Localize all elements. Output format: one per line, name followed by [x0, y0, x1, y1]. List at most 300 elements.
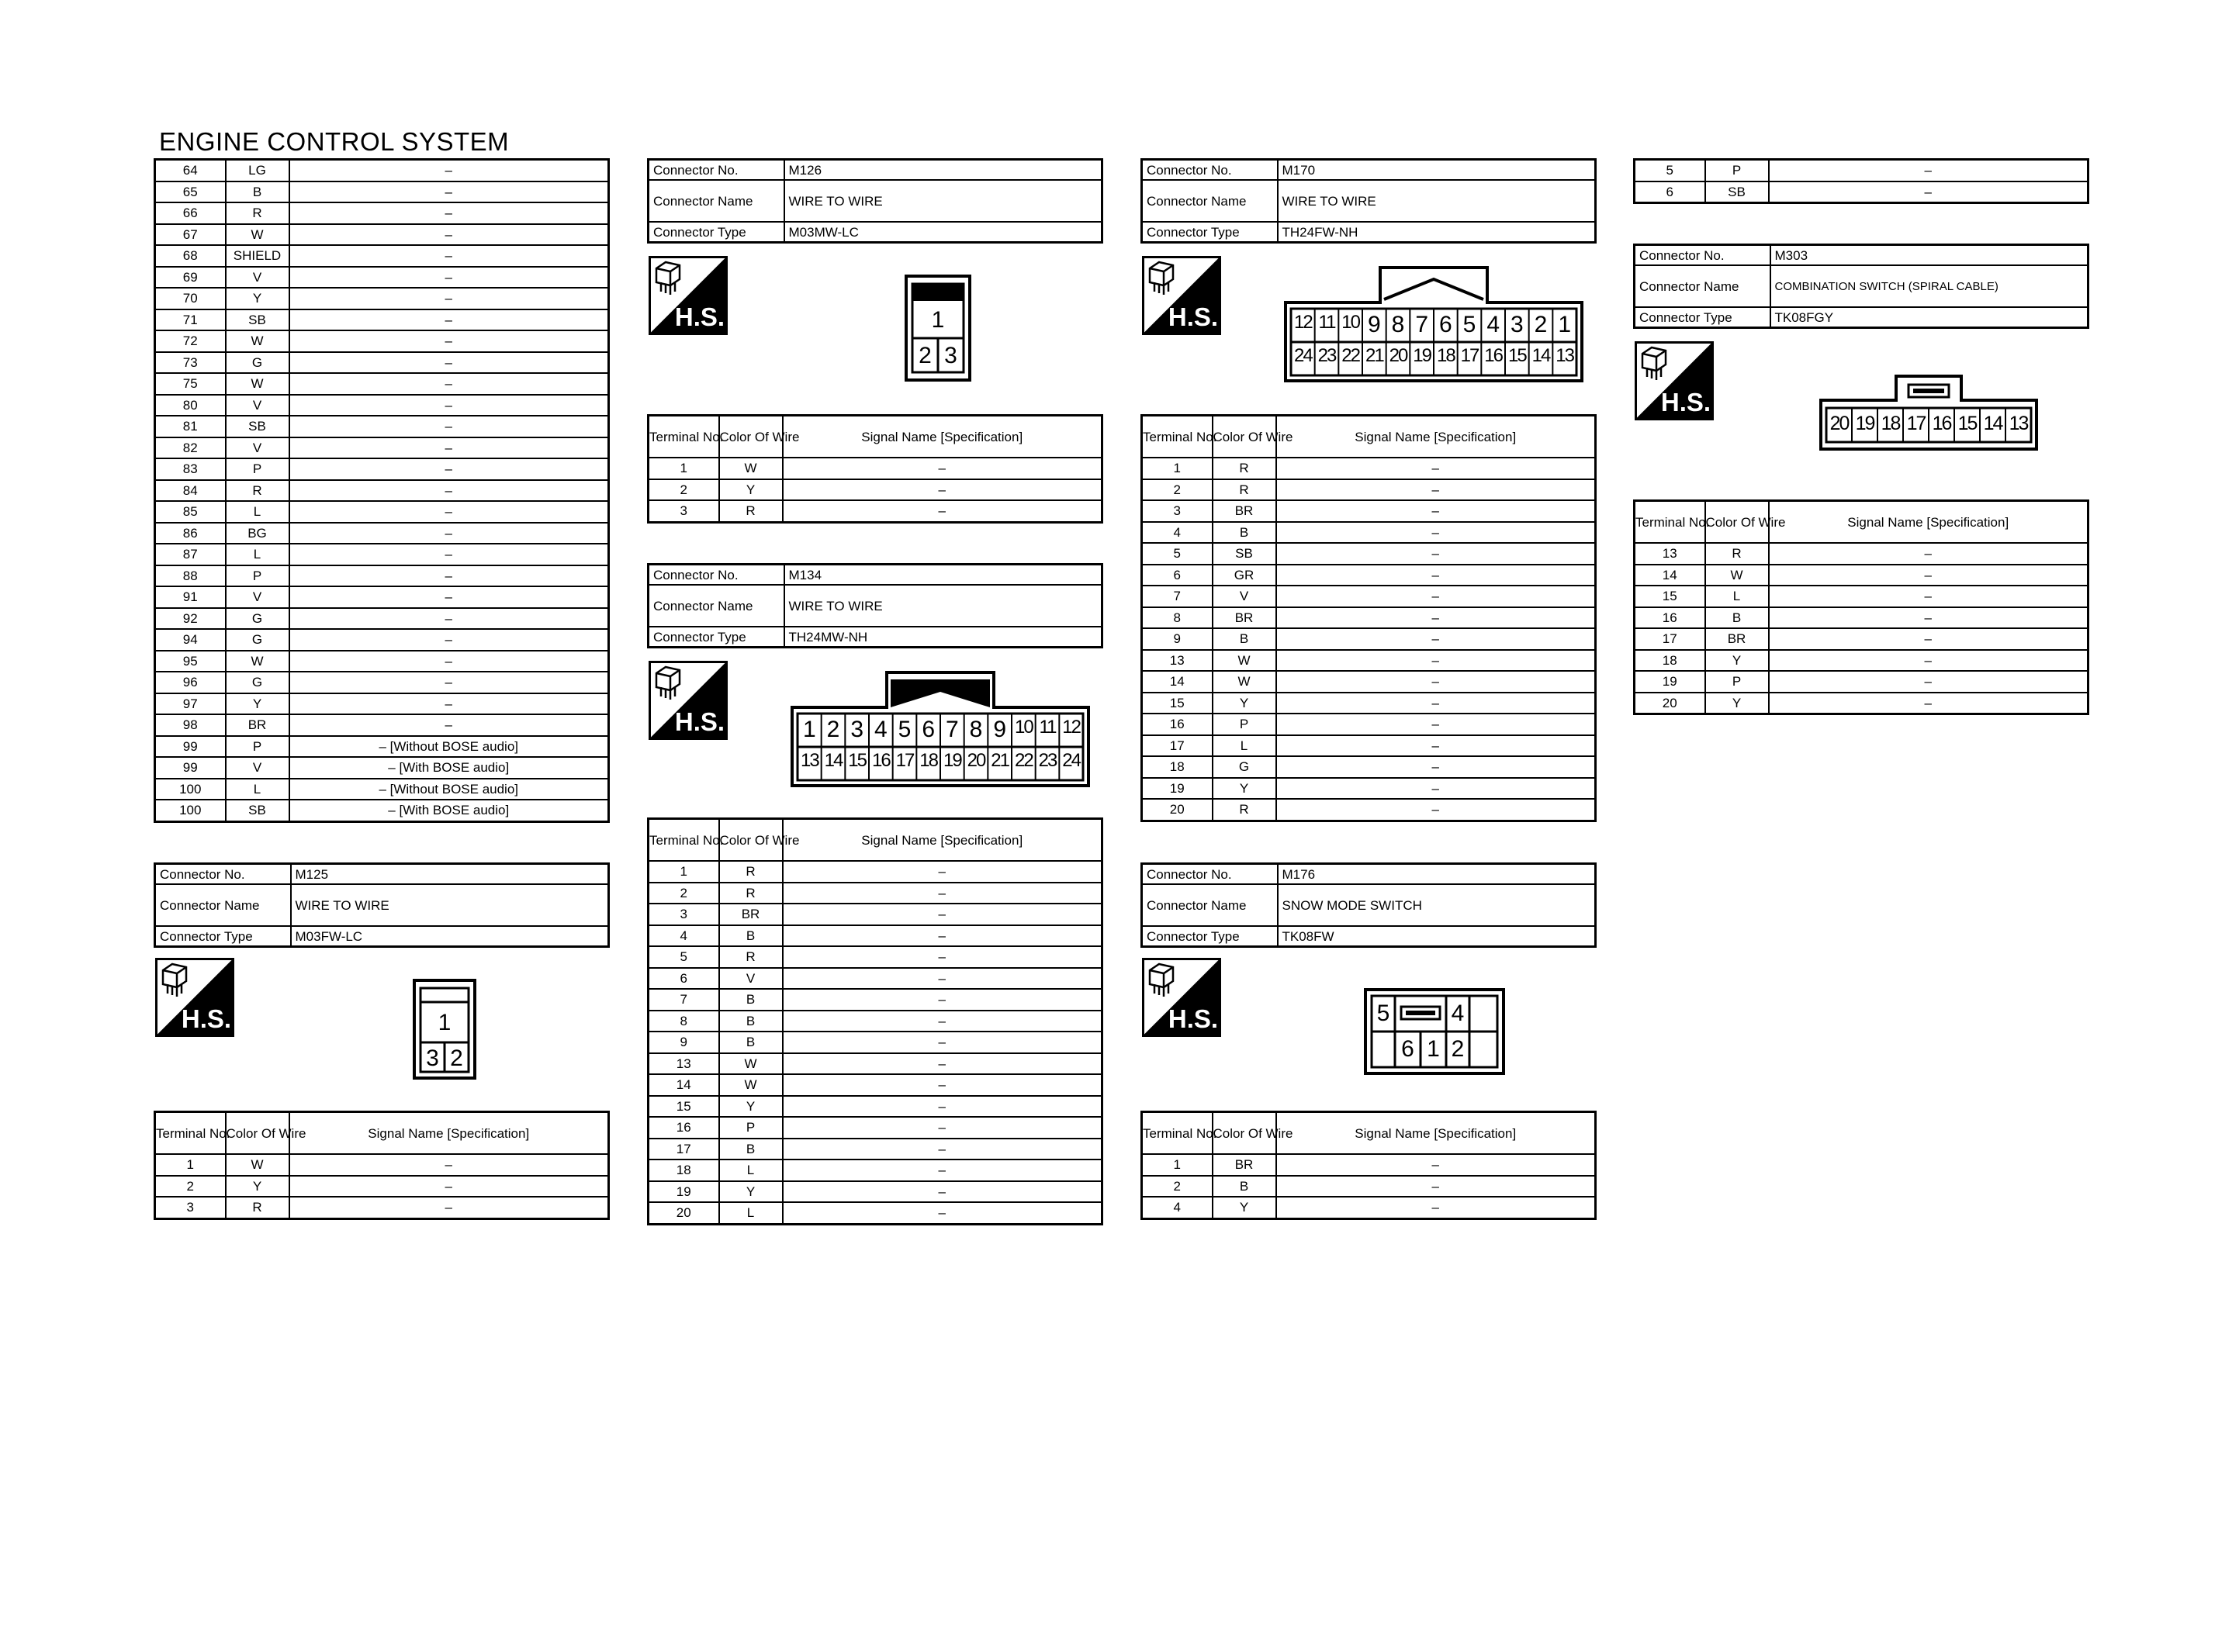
terminal-no-cell: 5 — [649, 946, 719, 968]
table-row — [155, 395, 609, 416]
table-row — [155, 480, 609, 502]
terminal-no-cell: 20 — [1635, 693, 1705, 714]
m176-connector-face — [1364, 988, 1505, 1075]
connector-no-label: Connector No. — [649, 160, 784, 181]
terminal-no-cell: 68 — [155, 245, 226, 267]
table-row — [649, 1074, 1102, 1096]
m126-terminal-table — [647, 414, 1103, 524]
hs-label: H.S. — [674, 302, 725, 331]
pin-label: 23 — [1038, 750, 1057, 771]
m126-connector-info — [647, 158, 1103, 244]
table-row — [1635, 565, 2088, 586]
terminal-no-cell: 64 — [155, 160, 226, 181]
table-row — [155, 608, 609, 630]
wire-color-cell: V — [226, 437, 289, 459]
terminal-no-cell: 81 — [155, 416, 226, 437]
wire-color-cell: SB — [1213, 543, 1276, 565]
wire-color-cell: W — [226, 330, 289, 352]
m170-terminal-table — [1140, 414, 1597, 822]
signal-name-cell: – — [289, 1154, 609, 1176]
table-row — [649, 479, 1102, 501]
signal-name-cell: – — [1769, 607, 2088, 629]
table-row — [155, 544, 609, 565]
terminal-no-cell: 99 — [155, 757, 226, 779]
signal-name-cell: – [Without BOSE audio] — [289, 736, 609, 758]
terminal-no-cell: 20 — [1142, 799, 1213, 821]
pin-label: 4 — [1486, 312, 1500, 337]
terminal-no-cell: 17 — [1635, 628, 1705, 650]
wire-color-cell: L — [1705, 586, 1769, 607]
table-row — [649, 1032, 1102, 1053]
pin-label: 17 — [895, 750, 914, 771]
pin-label: 13 — [2009, 413, 2028, 434]
pin-label: 18 — [919, 750, 937, 771]
wire-color-cell: Y — [1213, 778, 1276, 800]
signal-name-cell: – — [1276, 607, 1596, 629]
signal-name-cell: – — [1769, 543, 2088, 565]
terminal-no-cell: 2 — [1142, 479, 1213, 501]
signal-name-cell: – — [783, 1053, 1102, 1075]
table-row — [1635, 586, 2088, 607]
pin-label: 16 — [871, 750, 890, 771]
table-row — [155, 1197, 609, 1218]
signal-name-cell: – — [783, 500, 1102, 522]
m134-connector-face — [790, 670, 1091, 788]
pin-label: 13 — [800, 750, 818, 771]
pin-label: 5 — [1462, 312, 1476, 337]
terminal-no-cell: 7 — [649, 989, 719, 1011]
signal-name-cell: – — [289, 586, 609, 608]
wire-color-cell: W — [719, 1053, 783, 1075]
terminal-no-cell: 100 — [155, 800, 226, 821]
pin-label: 15 — [1957, 413, 1977, 434]
table-row — [155, 672, 609, 693]
table-row — [649, 968, 1102, 990]
table-row — [1635, 607, 2088, 629]
wire-color-cell: W — [719, 1074, 783, 1096]
terminal-no-cell: 20 — [649, 1202, 719, 1224]
table-row — [1142, 1197, 1596, 1218]
wire-color-cell: L — [226, 779, 289, 800]
signal-name-cell: – — [783, 925, 1102, 947]
table-row — [649, 1181, 1102, 1203]
wire-color-cell: W — [1213, 650, 1276, 672]
terminal-no-cell: 19 — [1142, 778, 1213, 800]
pin-label: 22 — [1014, 750, 1033, 771]
pin-label: 24 — [1293, 345, 1312, 366]
terminal-no-cell: 17 — [649, 1139, 719, 1160]
table-row — [649, 1202, 1102, 1224]
wire-color-cell: G — [226, 629, 289, 651]
signal-name-cell: – — [1769, 586, 2088, 607]
wire-color-cell: LG — [226, 160, 289, 181]
connector-no-label: Connector No. — [1142, 160, 1278, 181]
pin-label: 16 — [1484, 345, 1502, 366]
terminal-no-cell: 3 — [1142, 500, 1213, 522]
terminal-no-cell: 97 — [155, 693, 226, 715]
connector-no-value: M126 — [784, 160, 1102, 181]
wire-color-cell: BG — [226, 523, 289, 544]
table-row — [649, 925, 1102, 947]
signal-name-cell: – — [783, 1181, 1102, 1203]
signal-name-cell: – — [289, 330, 609, 352]
signal-name-cell: – — [289, 437, 609, 459]
table-row — [649, 500, 1102, 522]
wire-color-cell: SHIELD — [226, 245, 289, 267]
terminal-no-cell: 13 — [1635, 543, 1705, 565]
wire-color-cell: B — [226, 181, 289, 203]
connector-type-label: Connector Type — [649, 222, 784, 243]
connector-name-value: WIRE TO WIRE — [784, 585, 1102, 627]
connector-name-label: Connector Name — [1142, 180, 1278, 222]
terminal-no-header: Terminal No. — [1635, 501, 1705, 544]
table-row — [1142, 693, 1596, 714]
signal-name-cell: – — [289, 608, 609, 630]
terminal-no-header: Terminal No. — [1142, 1112, 1213, 1155]
signal-name-cell: – — [289, 288, 609, 309]
table-row — [1142, 714, 1596, 735]
terminal-no-cell: 69 — [155, 267, 226, 289]
terminal-no-cell: 15 — [1142, 693, 1213, 714]
pin-label: 14 — [1531, 345, 1550, 366]
connector-type-label: Connector Type — [649, 627, 784, 648]
connector-type-label: Connector Type — [1142, 222, 1278, 243]
signal-name-cell: – — [1276, 543, 1596, 565]
terminal-no-cell: 1 — [649, 861, 719, 883]
connector-no-label: Connector No. — [649, 565, 784, 586]
wire-color-cell: BR — [1705, 628, 1769, 650]
table-row — [649, 989, 1102, 1011]
pin-label: 2 — [1534, 312, 1548, 337]
wire-color-cell: W — [1705, 565, 1769, 586]
wire-color-cell: Y — [1705, 650, 1769, 672]
color-of-wire-header: Color Of Wire — [1213, 416, 1276, 458]
connector-name-value: COMBINATION SWITCH (SPIRAL CABLE) — [1770, 265, 2088, 307]
table-row — [155, 629, 609, 651]
signal-name-cell: – — [289, 629, 609, 651]
signal-name-cell: – — [289, 309, 609, 331]
wire-color-cell: BR — [719, 904, 783, 925]
table-row — [155, 437, 609, 459]
wire-color-cell: R — [1213, 458, 1276, 479]
table-row — [1142, 799, 1596, 821]
signal-name-cell: – — [1276, 586, 1596, 607]
pin-label: 5 — [898, 717, 912, 742]
pin-label: 10 — [1341, 312, 1359, 333]
hs-label: H.S. — [1168, 1004, 1219, 1033]
terminal-no-cell: 1 — [1142, 1154, 1213, 1176]
wire-color-cell: BR — [1213, 1154, 1276, 1176]
signal-name-header: Signal Name [Specification] — [783, 416, 1102, 458]
signal-name-cell: – — [289, 181, 609, 203]
color-of-wire-header: Color Of Wire — [1213, 1112, 1276, 1155]
wire-color-cell: R — [1213, 479, 1276, 501]
terminal-no-header: Terminal No. — [1142, 416, 1213, 458]
signal-name-cell: – — [1276, 479, 1596, 501]
connector-no-value: M303 — [1770, 245, 2088, 266]
wire-color-cell: SB — [226, 416, 289, 437]
terminal-no-cell: 14 — [649, 1074, 719, 1096]
terminal-no-cell: 15 — [1635, 586, 1705, 607]
pin-label: 15 — [1507, 345, 1526, 366]
table-row — [649, 883, 1102, 904]
signal-name-cell: – — [1276, 1154, 1596, 1176]
pin-label: 19 — [1413, 345, 1431, 366]
pin-label: 6 — [922, 717, 935, 742]
signal-name-cell: – — [1276, 650, 1596, 672]
terminal-no-cell: 3 — [649, 904, 719, 925]
signal-name-cell: – [With BOSE audio] — [289, 800, 609, 821]
terminal-no-cell: 4 — [1142, 522, 1213, 544]
wire-color-cell: P — [1705, 671, 1769, 693]
connector-type-value: M03MW-LC — [784, 222, 1102, 243]
continued-terminal-table — [154, 158, 610, 823]
signal-name-cell: – — [1769, 650, 2088, 672]
table-row — [155, 373, 609, 395]
connector-type-label: Connector Type — [1142, 926, 1278, 947]
pin-label: 24 — [1062, 750, 1080, 771]
wire-color-cell: V — [226, 395, 289, 416]
wire-color-cell: W — [226, 1154, 289, 1176]
signal-name-cell: – — [289, 373, 609, 395]
pin-label: 3 — [944, 343, 957, 368]
signal-name-cell: – — [783, 968, 1102, 990]
terminal-no-cell: 91 — [155, 586, 226, 608]
connector-type-label: Connector Type — [155, 926, 291, 947]
terminal-no-cell: 82 — [155, 437, 226, 459]
pin-label: 18 — [1881, 413, 1900, 434]
wire-color-cell: SB — [226, 309, 289, 331]
wire-color-cell: SB — [226, 800, 289, 821]
signal-name-cell: – — [1276, 628, 1596, 650]
terminal-no-cell: 2 — [1142, 1176, 1213, 1198]
terminal-no-header: Terminal No. — [649, 416, 719, 458]
wire-color-cell: L — [719, 1202, 783, 1224]
terminal-no-header: Terminal No. — [155, 1112, 226, 1155]
signal-name-cell: – — [289, 544, 609, 565]
connector-name-value: WIRE TO WIRE — [291, 884, 609, 926]
table-row — [155, 565, 609, 587]
terminal-no-cell: 16 — [1142, 714, 1213, 735]
terminal-no-cell: 6 — [1635, 181, 1705, 203]
table-row — [649, 1139, 1102, 1160]
pin-label: 3 — [426, 1045, 439, 1071]
wire-color-cell: R — [719, 946, 783, 968]
m170-connector-info — [1140, 158, 1597, 244]
terminal-no-cell: 16 — [1635, 607, 1705, 629]
pin-label: 3 — [850, 717, 863, 742]
terminal-no-cell: 75 — [155, 373, 226, 395]
wire-color-cell: L — [226, 544, 289, 565]
wire-color-cell: Y — [719, 479, 783, 501]
m303-terminal-table — [1633, 499, 2089, 715]
table-row — [155, 800, 609, 821]
wire-color-cell: B — [719, 1139, 783, 1160]
wire-color-cell: B — [1213, 522, 1276, 544]
terminal-no-cell: 6 — [1142, 565, 1213, 586]
color-of-wire-header: Color Of Wire — [719, 819, 783, 862]
signal-name-cell: – — [1276, 693, 1596, 714]
m125-connector-face — [413, 979, 476, 1080]
table-row — [1635, 543, 2088, 565]
table-row — [1142, 628, 1596, 650]
wire-color-cell: L — [719, 1160, 783, 1181]
pin-label: 4 — [874, 717, 888, 742]
signal-name-cell: – — [783, 989, 1102, 1011]
pin-label: 2 — [826, 717, 840, 742]
table-row — [155, 458, 609, 480]
table-row — [155, 288, 609, 309]
pin-label: 1 — [438, 1010, 452, 1035]
signal-name-cell: – — [783, 946, 1102, 968]
pin-label: 5 — [1376, 1001, 1390, 1026]
terminal-no-cell: 2 — [649, 479, 719, 501]
wire-color-cell: Y — [226, 1176, 289, 1198]
pin-label: 12 — [1293, 312, 1312, 333]
connector-no-label: Connector No. — [1635, 245, 1770, 266]
terminal-no-cell: 70 — [155, 288, 226, 309]
wire-color-cell: R — [719, 861, 783, 883]
table-row — [155, 352, 609, 374]
hs-label: H.S. — [674, 707, 725, 736]
wire-color-cell: B — [719, 1032, 783, 1053]
pin-label: 2 — [1451, 1036, 1465, 1062]
table-row — [1635, 181, 2088, 203]
continued-terminal-table-right — [1633, 158, 2089, 204]
hs-harness-side-icon — [1142, 958, 1221, 1041]
m125-terminal-table — [154, 1111, 610, 1220]
wire-color-cell: Y — [719, 1181, 783, 1203]
wire-color-cell: BR — [226, 714, 289, 736]
m303-connector-face — [1819, 374, 2039, 451]
signal-name-cell: – — [289, 458, 609, 480]
table-row — [155, 224, 609, 246]
signal-name-cell: – — [783, 479, 1102, 501]
connector-name-value: WIRE TO WIRE — [784, 180, 1102, 222]
table-row — [155, 1154, 609, 1176]
pin-label: 3 — [1510, 312, 1524, 337]
wire-color-cell: P — [719, 1117, 783, 1139]
signal-name-cell: – — [1276, 565, 1596, 586]
table-row — [1635, 650, 2088, 672]
terminal-no-cell: 85 — [155, 501, 226, 523]
signal-name-cell: – — [783, 458, 1102, 479]
table-row — [1142, 522, 1596, 544]
signal-name-cell: – — [1276, 1197, 1596, 1218]
signal-name-cell: – — [783, 1011, 1102, 1032]
pin-label: 12 — [1062, 717, 1080, 738]
wire-color-cell: Y — [1213, 1197, 1276, 1218]
table-row — [1142, 671, 1596, 693]
pin-label: 17 — [1460, 345, 1479, 366]
pin-label: 16 — [1932, 413, 1951, 434]
connector-name-label: Connector Name — [649, 585, 784, 627]
wire-color-cell: B — [719, 1011, 783, 1032]
wire-color-cell: B — [1213, 1176, 1276, 1198]
table-row — [649, 861, 1102, 883]
pin-label: 4 — [1451, 1001, 1465, 1026]
pin-label: 9 — [1367, 312, 1381, 337]
table-row — [155, 501, 609, 523]
table-row — [155, 693, 609, 715]
terminal-no-cell: 3 — [649, 500, 719, 522]
connector-no-value: M125 — [291, 864, 609, 885]
connector-name-label: Connector Name — [649, 180, 784, 222]
hs-harness-side-icon — [649, 256, 728, 339]
pin-label: 11 — [1039, 717, 1056, 738]
table-row — [155, 651, 609, 672]
wire-color-cell: B — [719, 989, 783, 1011]
connector-no-value: M170 — [1278, 160, 1596, 181]
table-row — [155, 181, 609, 203]
pin-label: 1 — [1558, 312, 1571, 337]
signal-name-cell: – — [289, 714, 609, 736]
terminal-no-cell: 66 — [155, 202, 226, 224]
wire-color-cell: Y — [1213, 693, 1276, 714]
connector-type-value: TH24FW-NH — [1278, 222, 1596, 243]
m303-connector-info — [1633, 244, 2089, 329]
connector-name-value: WIRE TO WIRE — [1278, 180, 1596, 222]
table-row — [155, 416, 609, 437]
signal-name-cell: – — [289, 672, 609, 693]
table-row — [1142, 1154, 1596, 1176]
table-row — [1142, 1176, 1596, 1198]
table-row — [155, 267, 609, 289]
signal-name-cell: – — [1276, 799, 1596, 821]
wire-color-cell: Y — [226, 693, 289, 715]
connector-name-label: Connector Name — [155, 884, 291, 926]
table-row — [1142, 586, 1596, 607]
signal-name-cell: – — [289, 501, 609, 523]
m176-terminal-table — [1140, 1111, 1597, 1220]
terminal-no-cell: 72 — [155, 330, 226, 352]
pin-label: 8 — [969, 717, 983, 742]
terminal-no-cell: 99 — [155, 736, 226, 758]
table-row — [1635, 671, 2088, 693]
table-row — [1142, 479, 1596, 501]
signal-name-header: Signal Name [Specification] — [1276, 416, 1596, 458]
signal-name-cell: – — [289, 1197, 609, 1218]
signal-name-cell: – — [783, 1160, 1102, 1181]
wire-color-cell: R — [719, 500, 783, 522]
signal-name-cell: – — [783, 1074, 1102, 1096]
table-row — [649, 1117, 1102, 1139]
pin-label: 20 — [1389, 345, 1407, 366]
table-row — [155, 202, 609, 224]
table-row — [155, 779, 609, 800]
terminal-no-cell: 4 — [1142, 1197, 1213, 1218]
wire-color-cell: B — [719, 925, 783, 947]
terminal-no-cell: 9 — [1142, 628, 1213, 650]
wire-color-cell: Y — [226, 288, 289, 309]
wire-color-cell: SB — [1705, 181, 1769, 203]
wire-color-cell: G — [1213, 756, 1276, 778]
wire-color-cell: V — [226, 757, 289, 779]
color-of-wire-header: Color Of Wire — [1705, 501, 1769, 544]
terminal-no-cell: 6 — [649, 968, 719, 990]
terminal-no-cell: 2 — [155, 1176, 226, 1198]
table-row — [155, 586, 609, 608]
table-row — [1635, 160, 2088, 181]
wire-color-cell: W — [1213, 671, 1276, 693]
pin-label: 19 — [1855, 413, 1874, 434]
pin-label: 13 — [1556, 345, 1573, 366]
wire-color-cell: V — [226, 586, 289, 608]
pin-label: 11 — [1318, 312, 1335, 333]
connector-no-value: M134 — [784, 565, 1102, 586]
signal-name-cell: – — [289, 160, 609, 181]
signal-name-cell: – — [1769, 628, 2088, 650]
